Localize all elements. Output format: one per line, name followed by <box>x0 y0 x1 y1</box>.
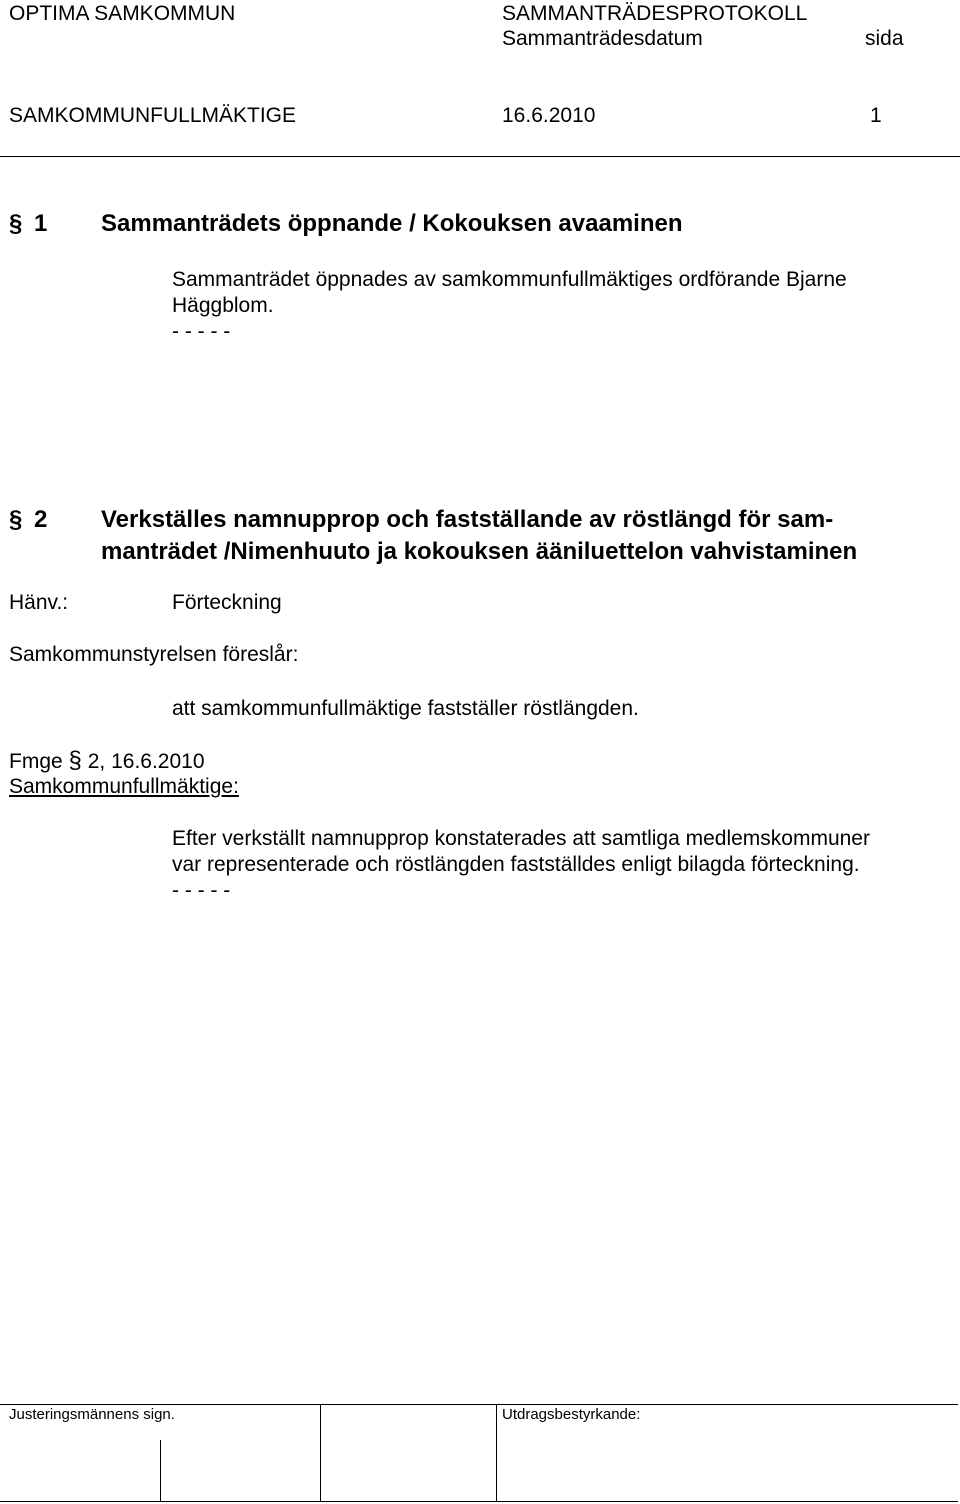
fmge-prefix: Fmge <box>9 750 63 773</box>
section-symbol: § <box>68 747 82 774</box>
page-label: sida <box>865 27 904 50</box>
decision-text: Efter verkställt namnupprop konstaterades att samtliga medlemskommuner <box>172 827 870 850</box>
reference-value: Förteckning <box>172 591 282 614</box>
footer-divider <box>496 1404 497 1501</box>
proposal-text: att samkommunfullmäktige fastställer röstlängden. <box>172 697 639 720</box>
decision-text: var representerade och röstlängden fastställdes enligt bilagda förteckning. <box>172 853 860 876</box>
footer-divider <box>320 1404 321 1501</box>
meeting-date: 16.6.2010 <box>502 104 596 127</box>
signature-divider <box>160 1440 161 1501</box>
adjusters-signature-label: Justeringsmännens sign. <box>9 1406 175 1423</box>
fmge-reference <box>9 748 205 775</box>
page-number: 1 <box>870 104 882 127</box>
section-text: Häggblom. <box>172 294 274 317</box>
section-title: manträdet /Nimenhuuto ja kokouksen ääniluettelon vahvistaminen <box>101 538 858 565</box>
section-number: 2 <box>34 506 48 533</box>
council-label: Samkommunfullmäktige: <box>9 775 239 798</box>
header-divider <box>0 156 960 157</box>
section-symbol: § <box>9 210 23 237</box>
date-label: Sammanträdesdatum <box>502 27 703 50</box>
section-symbol: § <box>9 506 23 533</box>
organization-name: OPTIMA SAMKOMMUN <box>9 2 236 25</box>
section-separator: - - - - - <box>172 879 231 902</box>
certification-label: Utdragsbestyrkande: <box>502 1406 641 1423</box>
section-text: Sammanträdet öppnades av samkommunfullmäktiges ordförande Bjarne <box>172 268 847 291</box>
section-number: 1 <box>34 210 48 237</box>
section-separator: - - - - - <box>172 320 231 343</box>
meeting-body: SAMKOMMUNFULLMÄKTIGE <box>9 104 297 127</box>
reference-label: Hänv.: <box>9 591 69 614</box>
fmge-date: 2, 16.6.2010 <box>87 750 205 773</box>
proposal-label: Samkommunstyrelsen föreslår: <box>9 643 299 666</box>
document-type: SAMMANTRÄDESPROTOKOLL <box>502 2 808 25</box>
section-title: Verkställes namnupprop och fastställande av röstlängd för sam- <box>101 506 834 533</box>
section-title: Sammanträdets öppnande / Kokouksen avaaminen <box>101 210 683 237</box>
